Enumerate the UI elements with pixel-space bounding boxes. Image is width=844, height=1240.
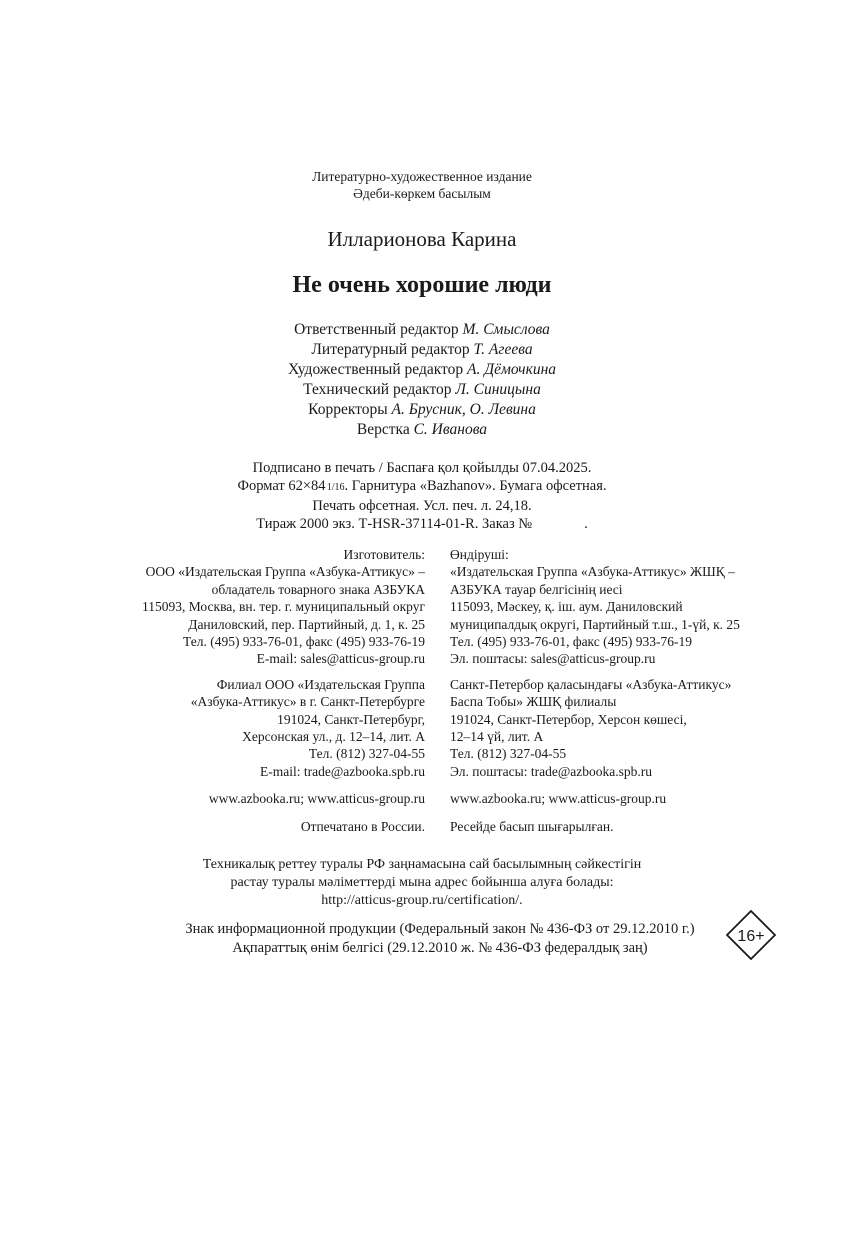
email-line: Эл. поштасы: sales@atticus-group.ru [450,651,656,667]
certification-link: http://atticus-group.ru/certification/. [321,893,523,908]
phone-line: Тел. (812) 327-04-55 [450,746,567,762]
web-links: www.azbooka.ru; www.atticus-group.ru [208,791,425,807]
address-line: 191024, Санкт-Петербург, [277,711,425,727]
web-links: www.azbooka.ru; www.atticus-group.ru [450,791,667,807]
tech-line: растау туралы мәліметтерді мына адрес бойынша алуға болады: [230,875,614,890]
credit-line: Корректоры А. Брусник, О. Левина [308,401,536,418]
signed-to-print: Подписано в печать / Баспаға қол қойылды 07.04.2025. [252,460,592,476]
email-line: Эл. поштасы: trade@azbooka.spb.ru [450,763,652,779]
phone-line: Тел. (495) 933-76-01, факс (495) 933-76-19 [182,634,425,650]
age-rating-badge [726,910,776,960]
credit-line: Художественный редактор А. Дёмочкина [287,361,557,378]
manufacturer-label: Изготовитель: [343,547,425,562]
branch-block [450,676,740,780]
address-line: «Азбука-Аттикус» в г. Санкт-Петербурге [190,694,425,710]
email-line: E-mail: trade@azbooka.spb.ru [260,763,425,779]
credits-list [0,320,844,440]
credit-line: Верстка С. Иванова [356,421,488,438]
technical-regulation [0,856,844,910]
credit-line: Технический редактор Л. Синицына [303,381,541,398]
phone-line: Тел. (812) 327-04-55 [308,746,425,762]
edition-type-kz: Әдеби-көркем басылым [353,186,491,201]
credit-line: Литературный редактор Т. Агеева [311,341,533,358]
info-sign-ru: Знак информационной продукции (Федеральный закон № 436-ФЗ от 29.12.2010 г.) [185,921,695,937]
edition-type-ru: Литературно-художественное издание [312,169,532,184]
address-line: муниципалдық округі, Партийный т.ш., 1-үй, к. 25 [450,616,740,632]
info-product-sign [120,920,760,958]
book-title: Не очень хорошие люди [292,272,552,298]
address-line: Херсонская ул., д. 12–14, лит. А [242,729,425,745]
address-line: АЗБУКА тауар белгісінің иесі [450,581,623,597]
format-line: Формат 62×84 1/16. Гарнитура «Bazhanov». Бумага офсетная. [237,478,607,494]
address-line: Санкт-Петербор қаласындағы «Азбука-Аттикус» [450,676,732,692]
address-line: Баспа Тобы» ЖШҚ филиалы [450,694,617,710]
printed-in: Ресейде басып шығарылған. [450,818,614,834]
manufacturer-ru [142,546,425,835]
printing-line: Печать офсетная. Усл. печ. л. 24,18. [312,498,532,514]
circulation-line: Тираж 2000 экз. Т-HSR-37114-01-R. Заказ № . [256,516,588,532]
printed-in: Отпечатано в России. [300,818,425,834]
address-line: 115093, Мәскеу, қ. іш. аум. Даниловский [450,599,683,615]
phone-line: Тел. (495) 933-76-01, факс (495) 933-76-19 [450,634,693,650]
edition-type [0,168,844,202]
address-line: обладатель товарного знака АЗБУКА [211,581,425,597]
email-line: E-mail: sales@atticus-group.ru [256,651,425,667]
address-line: 191024, Санкт-Петербор, Херсон көшесі, [450,711,687,727]
address-line: Филиал ООО «Издательская Группа [216,676,425,692]
age-rating-text: 16+ [737,928,765,945]
address-line: Даниловский, пер. Партийный, д. 1, к. 25 [188,616,425,632]
address-line: 12–14 үй, лит. А [450,729,544,745]
author-name: Илларионова Карина [327,227,517,251]
address-line: ООО «Издательская Группа «Азбука-Аттикус» – [145,564,425,580]
credit-line: Ответственный редактор М. Смыслова [294,321,550,338]
address-line: «Издательская Группа «Азбука-Аттикус» ЖШҚ – [450,564,735,580]
tech-line: Техникалық реттеу туралы РФ заңнамасына сай басылымның сәйкестігін [202,857,642,872]
print-info [0,459,844,533]
info-sign-kz: Ақпараттық өнім белгісі (29.12.2010 ж. № 436-ФЗ федералдық заң) [232,940,648,956]
address-line: 115093, Москва, вн. тер. г. муниципальный округ [142,599,425,615]
manufacturer-label: Өндіруші: [450,547,509,562]
manufacturer-kz [450,546,740,835]
branch-block [142,676,425,780]
